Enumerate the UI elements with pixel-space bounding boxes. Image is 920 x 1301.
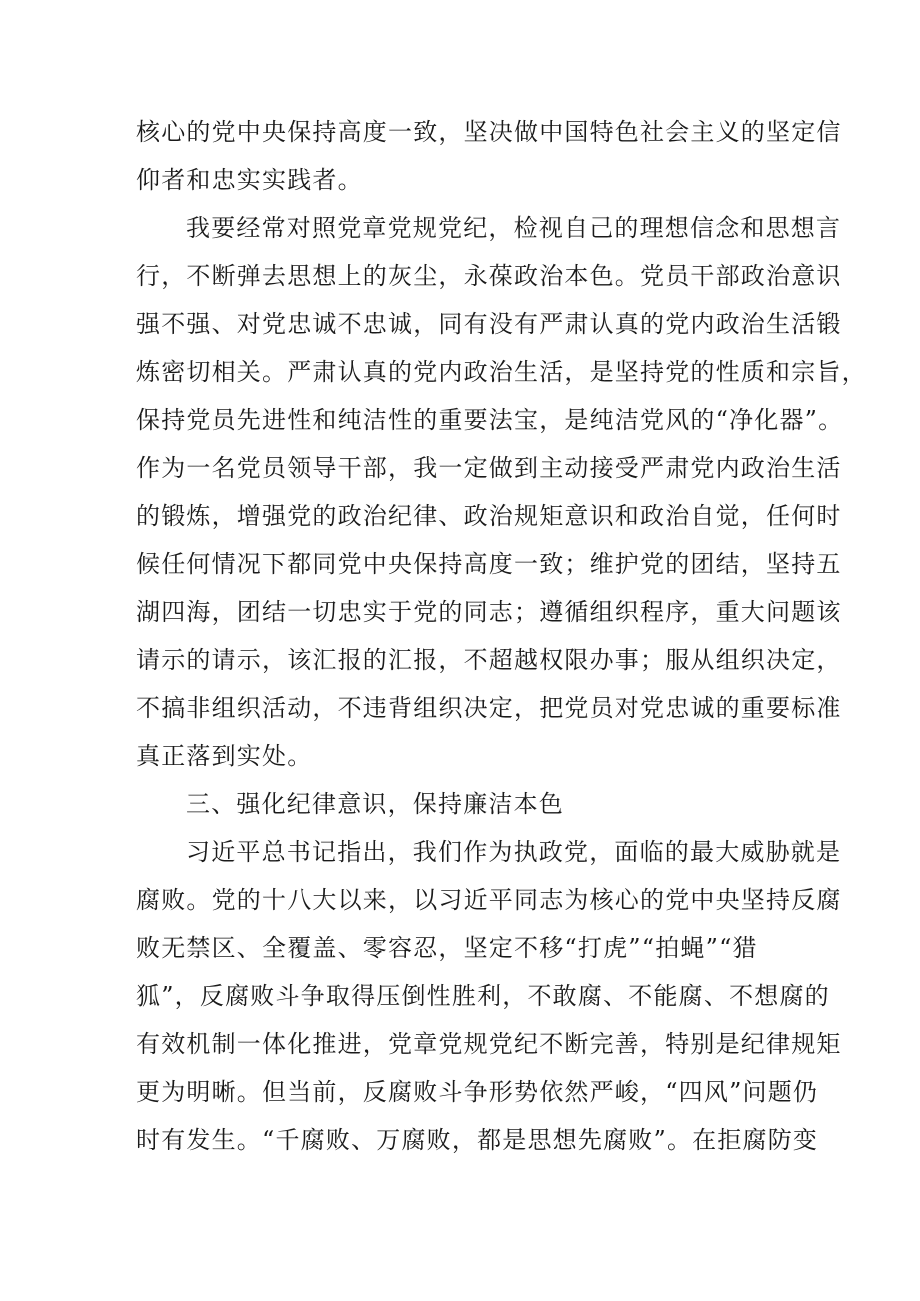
text-line: 真正落到实处。 (136, 742, 313, 770)
text-line: 炼密切相关。严肃认真的党内政治生活，是坚持党的性质和宗旨， (136, 358, 867, 386)
text-line: 有效机制一体化推进，党章党规党纪不断完善，特别是纪律规矩 (136, 1030, 842, 1058)
text-line: 腐败。党的十八大以来，以习近平同志为核心的党中央坚持反腐 (136, 886, 842, 914)
text-line: 保持党员先进性和纯洁性的重要法宝，是纯洁党风的“净化器”。 (136, 406, 844, 434)
text-line: 狐”，反腐败斗争取得压倒性胜利，不敢腐、不能腐、不想腐的 (136, 982, 830, 1010)
text-line: 行，不断弹去思想上的灰尘，永葆政治本色。党员干部政治意识 (136, 262, 842, 290)
text-line: 败无禁区、全覆盖、零容忍，坚定不移“打虎”“拍蝇”“猎 (136, 934, 758, 962)
text-line: 不搞非组织活动，不违背组织决定，把党员对党忠诚的重要标准 (136, 694, 842, 722)
text-line: 强不强、对党忠诚不忠诚，同有没有严肃认真的党内政治生活锻 (136, 310, 842, 338)
text-line: 的锻炼，增强党的政治纪律、政治规矩意识和政治自觉，任何时 (136, 502, 842, 530)
section-heading: 三、强化纪律意识，保持廉洁本色 (186, 790, 564, 818)
text-line: 时有发生。“千腐败、万腐败，都是思想先腐败”。在拒腐防变 (136, 1126, 819, 1154)
text-line: 作为一名党员领导干部，我一定做到主动接受严肃党内政治生活 (136, 454, 842, 482)
paragraph-first-line: 我要经常对照党章党规党纪，检视自己的理想信念和思想言 (186, 214, 842, 242)
text-line: 候任何情况下都同党中央保持高度一致；维护党的团结，坚持五 (136, 550, 842, 578)
paragraph-first-line: 习近平总书记指出，我们作为执政党，面临的最大威胁就是 (186, 838, 842, 866)
text-line: 更为明晰。但当前，反腐败斗争形势依然严峻，“四风”问题仍 (136, 1078, 819, 1106)
text-line: 核心的党中央保持高度一致，坚决做中国特色社会主义的坚定信 (136, 118, 842, 146)
text-line: 请示的请示，该汇报的汇报，不超越权限办事；服从组织决定， (136, 646, 842, 674)
text-line: 湖四海，团结一切忠实于党的同志；遵循组织程序，重大问题该 (136, 598, 842, 626)
text-line: 仰者和忠实实践者。 (136, 166, 363, 194)
